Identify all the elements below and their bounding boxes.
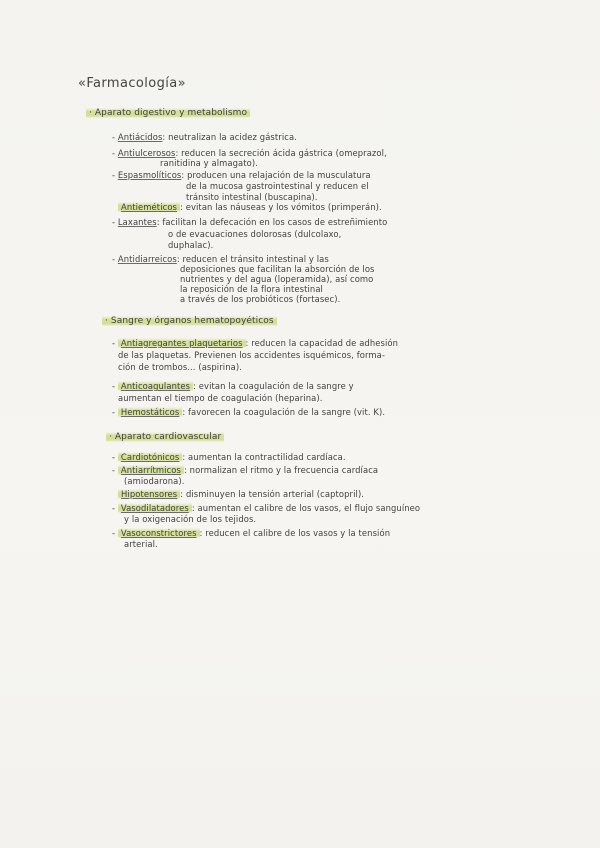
list-item: - Espasmolíticos: producen una relajación de la musculatura xyxy=(112,170,371,180)
list-item: - Antidiarreicos: reducen el tránsito intestinal y las xyxy=(112,254,329,264)
list-item: - Cardiotónicos : aumentan la contractilidad cardíaca. xyxy=(112,452,346,462)
list-item-continuation: o de evacuaciones dolorosas (dulcolaxo, xyxy=(168,229,342,239)
list-item: - Antiagregantes plaquetarios : reducen la capacidad de adhesión xyxy=(112,338,399,348)
list-item-continuation: tránsito intestinal (buscapina). xyxy=(186,192,318,202)
list-item-continuation: a través de los probióticos (fortasec). xyxy=(180,294,341,304)
list-item-continuation: ranitidina y almagato). xyxy=(160,158,259,168)
list-item: - Antiarrítmicos : normalizan el ritmo y la frecuencia cardíaca xyxy=(112,465,379,475)
list-item: - Antiulcerosos: reducen la secreción ácida gástrica (omeprazol, xyxy=(112,148,387,158)
list-item-continuation: aumentan el tiempo de coagulación (heparina). xyxy=(118,393,323,403)
list-item: Hipotensores : disminuyen la tensión arterial (captopril). xyxy=(118,489,364,501)
list-item: - Laxantes: facilitan la defecación en los casos de estreñimiento xyxy=(112,217,388,227)
list-item-continuation: duphalac). xyxy=(168,240,214,250)
list-item: - Hemostáticos : favorecen la coagulación de la sangre (vit. K). xyxy=(112,407,386,417)
section-heading-blood: · Sangre y órganos hematopoyéticos xyxy=(102,316,277,328)
list-item-continuation: deposiciones que facilitan la absorción de los xyxy=(180,264,375,274)
section-heading-digestive: · Aparato digestivo y metabolismo xyxy=(86,108,250,120)
list-item-continuation: (amiodarona). xyxy=(124,476,185,486)
list-item-continuation: ción de trombos... (aspirina). xyxy=(118,362,242,372)
list-item-continuation: y la oxigenación de los tejidos. xyxy=(124,514,257,524)
list-item-continuation: de la mucosa gastrointestinal y reducen el xyxy=(186,181,369,191)
list-item-continuation: arterial. xyxy=(124,539,158,549)
list-item: Antieméticos : evitan las náuseas y los vómitos (primperán). xyxy=(118,202,382,214)
list-item-continuation: nutrientes y del agua (loperamida), así como xyxy=(180,274,374,284)
list-item: - Anticoagulantes : evitan la coagulación de la sangre y xyxy=(112,381,354,391)
list-item-continuation: de las plaquetas. Previenen los accidentes isquémicos, forma- xyxy=(118,350,385,360)
list-item: - Vasodilatadores : aumentan el calibre de los vasos, el flujo sanguíneo xyxy=(112,503,421,513)
list-item: - Vasoconstrictores : reducen el calibre de los vasos y la tensión xyxy=(112,528,391,538)
list-item: - Antiácidos: neutralizan la acidez gástrica. xyxy=(112,132,297,142)
list-item-continuation: la reposición de la flora intestinal xyxy=(180,284,323,294)
page-title: «Farmacología» xyxy=(78,76,187,91)
section-heading-cardio: · Aparato cardiovascular xyxy=(106,432,224,444)
